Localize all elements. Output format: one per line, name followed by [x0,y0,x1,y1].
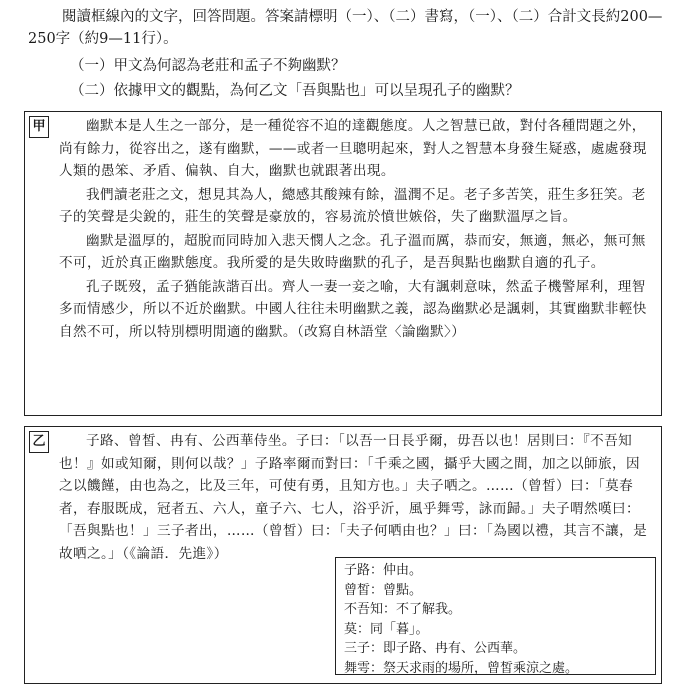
passage-a-tag: 甲 [29,116,49,138]
question-2: （二）依據甲文的觀點，為何乙文「吾與點也」可以呈現孔子的幽默？ [70,83,520,99]
instructions [28,6,668,50]
passage-b-tag: 乙 [29,431,49,453]
note-item: 子路：仲由。 [344,563,423,578]
passage-a-box [24,111,662,416]
instructions-text: 閱讀框線內的文字，回答問題。答案請標明（一）、（二）書寫，（一）、（二）合計文長約200—250字（約9—11行）。 [28,9,663,47]
passage-a-paragraph-3: 幽默是溫厚的，超脫而同時加入悲天憫人之念。孔子溫而厲，恭而安，無適，無必，無可無不可，近於真正幽默態度。我所愛的是失敗時幽默的孔子，是吾與點也幽默自適的孔子。 [59,232,646,271]
passage-a-body [59,115,651,343]
question-1: （一）甲文為何認為老莊和孟子不夠幽默？ [70,58,346,74]
note-item: 曾皙：曾點。 [344,582,423,598]
passage-a-paragraph-2: 我們讀老莊之文，想見其為人，總感其酸辣有餘，溫潤不足。老子多苦笑，莊生多狂笑。老子的笑聲是尖銳的，莊生的笑聲是豪放的，容易流於憤世嫉俗，失了幽默溫厚之旨。 [59,186,646,225]
note-item: 不吾知：不了解我。 [344,602,462,617]
passage-a-paragraph-4: 孔子既歿，孟子猶能詼諧百出。齊人一妻一妾之喻，大有諷刺意味，然孟子機警犀利，理智多而情感少，所以不近於幽默。中國人往往未明幽默之義，認為幽默必是諷刺，其實幽默非輕快自然不可，所以特別標明閒適的幽默。（改寫自林語堂〈論幽默〉） [59,278,647,340]
passage-b-body [59,430,651,565]
passage-b-text: 子路、曾皙、冉有、公西華侍坐。子曰：「以吾一日長乎爾，毋吾以也！居則曰：『不吾知也！』如或知爾，則何以哉？」子路率爾而對曰：「千乘之國，攝乎大國之間，加之以師旅，因之以饑饉，由也為之，比及三年，可使有勇，且知方也。」夫子哂之。……（曾皙）曰：「莫春者，春服既成，冠者五、六人，童子六、七人，浴乎沂，風乎舞雩，詠而歸。」夫子喟然嘆曰：「吾與點也！」三子者出，……（曾皙）曰：「夫子何哂由也？」曰：「為國以禮，其言不讓，是故哂之。」（《論語．先進》） [59,433,648,562]
annotation-box [335,557,656,675]
passage-a-paragraph-1: 幽默本是人生之一部分，是一種從容不迫的達觀態度。人之智慧已啟，對付各種問題之外，尚有餘力，從容出之，遂有幽默，——或者一旦聰明起來，對人之智慧本身發生疑惑，處處發現人類的愚笨、矛盾、偏執、自大，幽默也就跟著出現。 [59,118,647,179]
note-item: 舞雩：祭天求雨的場所，曾皙乘涼之處。 [344,660,579,676]
note-item: 莫：同「暮」。 [344,621,429,637]
note-item: 三子：即子路、冉有、公西華。 [344,641,527,656]
